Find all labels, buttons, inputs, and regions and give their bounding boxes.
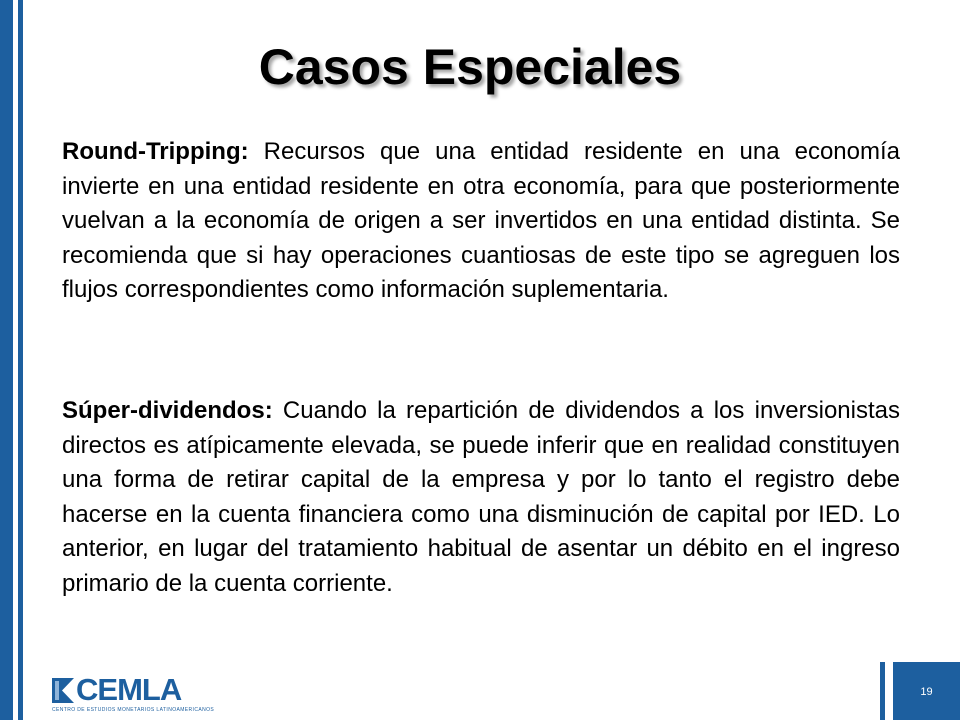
logo-wordmark: CEMLA — [76, 672, 182, 707]
term-super-dividendos: Súper-dividendos: — [62, 397, 273, 424]
left-accent-bar — [0, 0, 13, 720]
paragraph-round-tripping — [62, 135, 900, 308]
slide-title: Casos Especiales — [258, 39, 682, 95]
page-number: 19 — [920, 686, 933, 698]
logo-tagline: CENTRO DE ESTUDIOS MONETARIOS LATINOAMERICANOS — [52, 707, 215, 713]
paragraph-super-dividendos — [62, 394, 900, 601]
paragraph-text: Cuando la repartición de dividendos a los inversionistas directos es atípicamente elevada, se puede inferir que en realidad constituyen una forma de retirar capital de la empresa y por lo tanto el registro debe hacerse en la cuenta financiera como una disminución de capital por IED. Lo anterior, en lugar del tratamiento habitual de asentar un débito en el ingreso primario de la cuenta corriente. — [62, 397, 900, 597]
cemla-logo-mark-icon — [52, 678, 74, 703]
footer-accent-line — [880, 662, 885, 720]
term-round-tripping: Round-Tripping: — [62, 138, 249, 165]
left-accent-line — [18, 0, 23, 720]
paragraph-text: Recursos que una entidad residente en una economía invierte en una entidad residente en otra economía, para que posteriormente vuelvan a la economía de origen a ser invertidos en una entidad distinta. Se recomienda que si hay operaciones cuantiosas de este tipo se agreguen los flujos correspondientes como información suplementaria. — [62, 138, 900, 303]
cemla-logo — [52, 674, 222, 714]
